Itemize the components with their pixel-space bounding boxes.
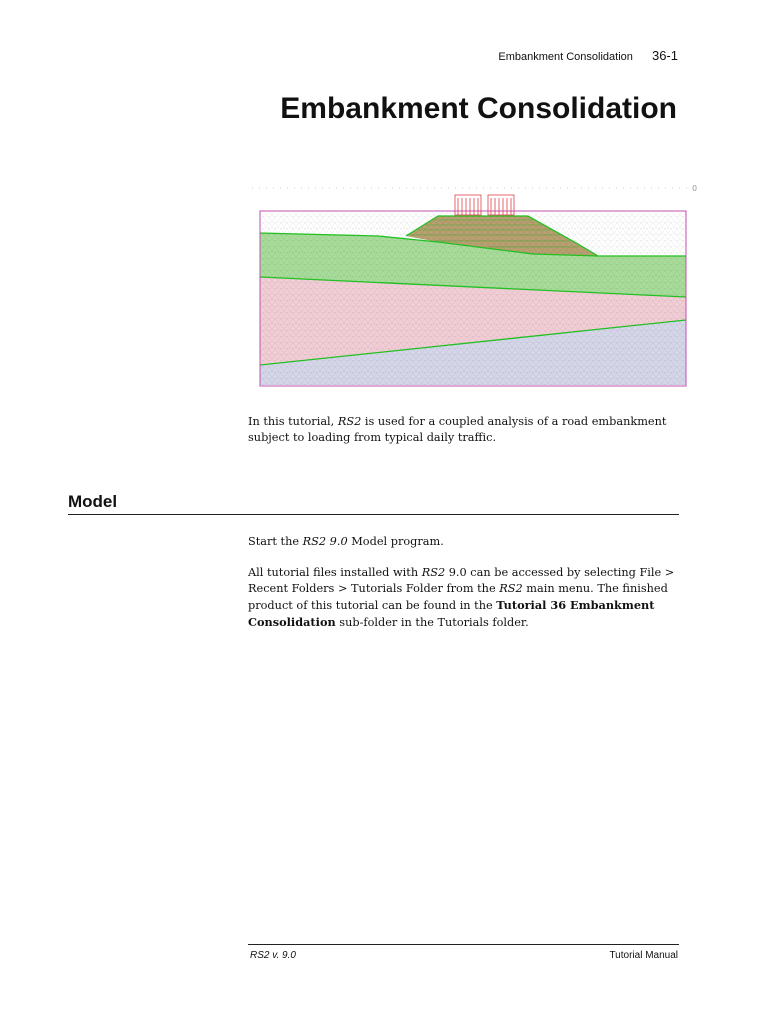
files-text: All tutorial files installed with [248, 566, 422, 579]
start-paragraph [248, 534, 688, 550]
section-heading-model: Model [68, 492, 118, 511]
start-text: Start the [248, 535, 303, 548]
intro-paragraph [248, 414, 688, 446]
footer-version: RS2 v. 9.0 [250, 950, 296, 961]
files-text: 9.0 can be accessed by selecting File > Recent Folders > Tutorials Folder from the [248, 566, 675, 595]
files-text: main menu. The finished product of this tutorial can be found in the [248, 582, 668, 612]
embankment-model-diagram [248, 180, 700, 392]
footer-manual: Tutorial Manual [609, 950, 678, 961]
running-title: Embankment Consolidation [498, 51, 633, 63]
rs2-product-name: RS2 [421, 566, 446, 579]
page-title: Embankment Consolidation [280, 92, 677, 125]
rs2-product-name: RS2 [337, 415, 362, 428]
start-text: Model program. [347, 535, 444, 548]
rs2-product-name: RS2 [499, 582, 523, 595]
intro-text: is used for a coupled analysis of a road embankment subject to loading from typical daily traffic. [248, 415, 667, 444]
mesh-overlay [260, 212, 686, 385]
axis-tick-mark: 0 [692, 184, 698, 193]
files-text: sub-folder in the Tutorials folder. [335, 616, 529, 629]
running-header [380, 48, 678, 63]
rs2-version-name: RS2 9.0 [302, 535, 348, 548]
tutorial-files-paragraph [248, 565, 688, 631]
embankment-model-figure [248, 180, 700, 397]
tutorial-folder-name: Tutorial 36 Embankment Consolidation [248, 598, 655, 629]
section-divider [68, 514, 679, 515]
intro-text: In this tutorial, [248, 415, 338, 428]
footer-divider [248, 944, 679, 945]
page-number: 36-1 [651, 48, 678, 63]
